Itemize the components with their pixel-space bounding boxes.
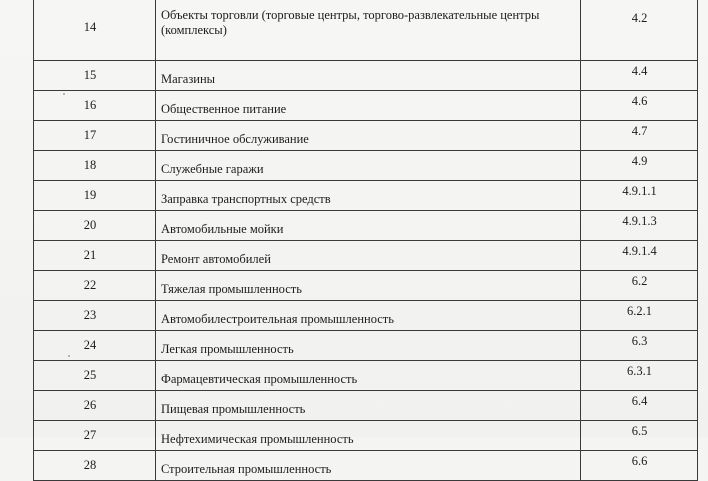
row-name: Строительная промышленность (156, 451, 581, 481)
row-code: 4.6 (581, 91, 698, 121)
table-row (34, 61, 698, 91)
row-number: 26 (34, 391, 156, 421)
row-code: 4.9 (581, 151, 698, 181)
row-code: 6.3 (581, 331, 698, 361)
row-code: 4.2 (581, 0, 698, 61)
row-code: 6.3.1 (581, 361, 698, 391)
table-row (34, 361, 698, 391)
row-code: 6.2.1 (581, 301, 698, 331)
row-name: Автомобильные мойки (156, 211, 581, 241)
row-name: Фармацевтическая промышленность (156, 361, 581, 391)
row-name: Ремонт автомобилей (156, 241, 581, 271)
table-row (34, 391, 698, 421)
row-number: 27 (34, 421, 156, 451)
row-name: Легкая промышленность (156, 331, 581, 361)
row-code: 6.6 (581, 451, 698, 481)
row-name: Магазины (156, 61, 581, 91)
row-number: 18 (34, 151, 156, 181)
row-code: 4.4 (581, 61, 698, 91)
row-name: Заправка транспортных средств (156, 181, 581, 211)
row-code: 6.4 (581, 391, 698, 421)
table-row (34, 331, 698, 361)
row-code: 6.2 (581, 271, 698, 301)
row-name: Общественное питание (156, 91, 581, 121)
row-number: 25 (34, 361, 156, 391)
row-code: 4.9.1.4 (581, 241, 698, 271)
table-row (34, 91, 698, 121)
row-name: Гостиничное обслуживание (156, 121, 581, 151)
row-number: 14 (34, 0, 156, 61)
row-number: 15 (34, 61, 156, 91)
table-row (34, 121, 698, 151)
table-row (34, 301, 698, 331)
row-code: 6.5 (581, 421, 698, 451)
row-number: 16 (34, 91, 156, 121)
row-number: 20 (34, 211, 156, 241)
table-row (34, 421, 698, 451)
table-row (34, 241, 698, 271)
row-number: 24 (34, 331, 156, 361)
table-row (34, 451, 698, 481)
row-number: 19 (34, 181, 156, 211)
row-number: 21 (34, 241, 156, 271)
row-code: 4.9.1.3 (581, 211, 698, 241)
row-name: Тяжелая промышленность (156, 271, 581, 301)
row-name: Нефтехимическая промышленность (156, 421, 581, 451)
row-number: 22 (34, 271, 156, 301)
table-row (34, 0, 698, 61)
table-row (34, 211, 698, 241)
land-use-table (33, 0, 698, 481)
row-number: 28 (34, 451, 156, 481)
row-name: Автомобилестроительная промышленность (156, 301, 581, 331)
table-row (34, 181, 698, 211)
table-row (34, 271, 698, 301)
row-code: 4.7 (581, 121, 698, 151)
row-name: Объекты торговли (торговые центры, торгово-развлекательные центры (комплексы) (156, 0, 581, 61)
row-code: 4.9.1.1 (581, 181, 698, 211)
row-name: Пищевая промышленность (156, 391, 581, 421)
row-number: 23 (34, 301, 156, 331)
row-number: 17 (34, 121, 156, 151)
row-name: Служебные гаражи (156, 151, 581, 181)
table-row (34, 151, 698, 181)
